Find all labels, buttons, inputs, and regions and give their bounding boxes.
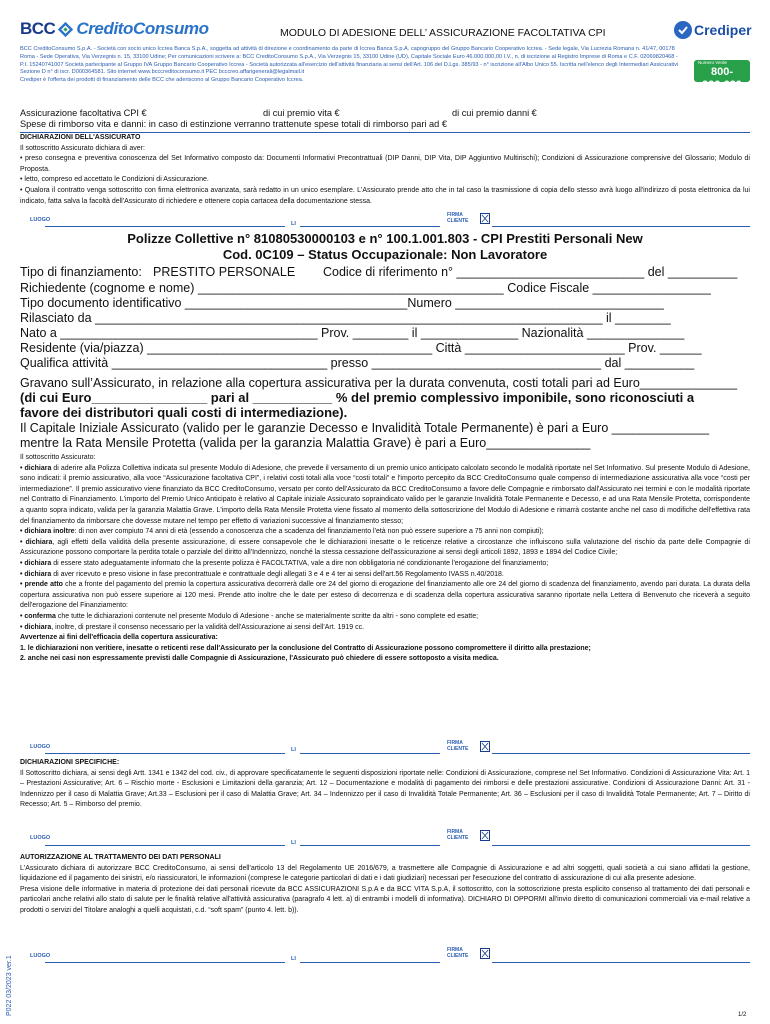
specifiche-title: DICHIARAZIONI SPECIFICHE: xyxy=(20,759,120,766)
costi-intermediazione-line2: favore dei distributori quali costi di intermediazione). xyxy=(20,405,348,420)
costi-totali-line: Gravano sull’Assicurato, in relazione alla copertura assicurativa per la durata convenuta, costi totali pari ad Euro______________ xyxy=(20,376,738,390)
crediper-logo xyxy=(674,21,752,39)
bcc-creditoconsumo-logo xyxy=(20,19,209,39)
autorizzazione-privacy xyxy=(20,853,750,917)
tipo-finanziamento-value[interactable]: PRESTITO PERSONALE xyxy=(153,265,296,279)
date-field[interactable] xyxy=(300,845,440,846)
firma-cliente-label: FIRMA CLIENTE xyxy=(447,740,469,752)
codice-riferimento-field[interactable]: Codice di riferimento n° ___________________________ del __________ xyxy=(323,265,738,279)
crediper-name: Crediper xyxy=(694,22,752,38)
rata-mensile-line: mentre la Rata Mensile Protetta (valida per la garanzia Malattia Grave) è pari a Euro_______________ xyxy=(20,436,591,450)
capitale-iniziale-line: Il Capitale Iniziale Assicurato (valido per le garanzie Decesso e Invalidità Totale Permanente) è pari a Euro ______________ xyxy=(20,421,710,435)
policy-title-line2: Cod. 0C109 – Status Occupazionale: Non Lavoratore xyxy=(222,247,548,262)
toll-free-badge xyxy=(694,60,750,91)
privacy-title: AUTORIZZAZIONE AL TRATTAMENTO DEI DATI PERSONALI xyxy=(20,854,221,861)
li-label: LI xyxy=(291,747,296,753)
luogo-field[interactable] xyxy=(45,753,285,754)
crediper-globe-icon xyxy=(674,21,692,39)
signature-field[interactable] xyxy=(492,962,750,963)
privacy-text-1: L'Assicurato dichiara di autorizzare BCC CreditoConsumo, ai sensi dell'articolo 13 del Regolamento UE 2016/679, a trasmettere alle Compagnie di Assicurazione e ad altri soggetti, quali società a cui siano affidati la gestione, liquidazione ed il pagamento dei sinistri, e/o riassicuratori, le informazioni (comprese le categorie particolari di dati e i dati giudiziari) necessari per l'esecuzione del contratto di assicurazione di cui alla presente adesione. xyxy=(20,864,750,883)
declaration-item: • dichiara, agli effetti della validità della presente assicurazione, di essere consapevole che le dichiarazioni inesatte o le reticenze relative a circostanze che influiscono sulla valutazione del rischio da parte delle Compagnie di Assicurazione possono comportare la perdita totale o parziale del diritto all'Indennizzo, nonché la stessa cessazione dell'assicurazione ai sensi degli articoli 1892, 1893 e 1894 del Codice Civile; xyxy=(20,538,750,557)
signature-field[interactable] xyxy=(492,845,750,846)
firma-cliente-label: FIRMA CLIENTE xyxy=(447,212,469,224)
declaration-item: • dichiara inoltre: di non aver compiuto 74 anni di età (essendo a conoscenza che a scadenza del finanziamento l'età non può essere superiore a 75 anni non compiuti); xyxy=(20,528,544,536)
legal-notice xyxy=(20,46,680,85)
premium-danni-label: di cui premio danni € xyxy=(452,108,537,118)
signature-checkbox[interactable] xyxy=(480,948,490,959)
luogo-field[interactable] xyxy=(45,845,285,846)
declaration-item: • dichiara di essere stato adeguatamente informato che la presente polizza è FACOLTATIVA, vale a dire non obbligatoria né condizionante l'erogazione del finanziamento; xyxy=(20,559,549,567)
declarations xyxy=(20,453,750,665)
signature-checkbox[interactable] xyxy=(480,830,490,841)
costi-intermediazione-line: (di cui Euro________________ pari al ___________ % del premio complessivo imponibile, sono riconosciuti a xyxy=(20,390,695,405)
luogo-label: LUOGO xyxy=(30,217,51,223)
declaration-item: • dichiara di aderire alla Polizza Collettiva indicata sul presente Modulo di Adesione, che prevede il versamento di un premio unico anticipato calcolato secondo le modalità riportate nel Set Informativo. Sul presente Modulo di Adesione, sono indicati: il premio assicurativo, alla voce “Assicurazione facoltativa CPI”, i relativi costi totali alla voce “costi totali” e l'importo percepito da BCC CreditoConsumo quale compenso di intermediazione assicurativa alla voce “costi per intermediazione”. Il premio assicurativo viene finanziato da BCC CreditoConsumo, versato per conto dell'Assicurato da BCC CreditoConsumo a favore delle Compagnie e rimborsato dall'Assicurato nei termini e con le modalità riportate nel Contratto di Finanziamento. L'importo del Premio Unico Anticipato è relativo al Capitale iniziale Assicurato sopraindicato valido per le garanzie Invalidità Totale Permanente e Decesso, e ad una Rata Mensile Protetta, corrispondente a quanto sopra indicato, valida per la garanzia Malattia Grave. L'importo della Rata Mensile Protetta viene fissato al momento della sottoscrizione del Modulo di Adesione e rimarrà costante anche nel caso di modifiche dell'effettiva rata del finanziamento da rimborsare che dovesse mutare nel tempo per effetto di variazioni successive al finanziamento stesso; xyxy=(20,464,750,525)
premium-vita-label: di cui premio vita € xyxy=(263,108,340,118)
signature-field[interactable] xyxy=(492,753,750,754)
toll-free-number: 800-990.620 xyxy=(702,66,742,91)
luogo-field[interactable] xyxy=(45,962,285,963)
legal-text-2: Crediper è l'offerta dei prodotti di finanziamento delle BCC che aderiscono al Gruppo Bancario Cooperativo Iccrea. xyxy=(20,77,304,84)
declarations-intro: Il sottoscritto Assicurato: xyxy=(20,454,96,461)
luogo-label: LUOGO xyxy=(30,835,51,841)
date-field[interactable] xyxy=(300,962,440,963)
section-intro: Il sottoscritto Assicurato dichiara di aver: xyxy=(20,144,145,152)
li-label: LI xyxy=(291,956,296,962)
list-item: • letto, compreso ed accettato le Condizioni di Assicurazione. xyxy=(20,176,209,184)
luogo-label: LUOGO xyxy=(30,953,51,959)
nascita-field[interactable]: Nato a _____________________________________ Prov. ________ il ______________ Nazionalità ______________ xyxy=(20,326,685,340)
rilasciato-field[interactable]: Rilasciato da _________________________________________________________________________ il ________ xyxy=(20,311,671,325)
li-label: LI xyxy=(291,221,296,227)
dichiarazioni-specifiche xyxy=(20,758,750,811)
diamond-icon xyxy=(57,21,74,38)
specifiche-text: Il Sottoscritto dichiara, ai sensi degli Artt. 1341 e 1342 del cod. civ., di approvare specificatamente le seguenti disposizioni riportate nelle: Condizioni di Assicurazione, comprese nel Set Informativo. Condizioni di Assicurazione Vita: Art. 1 – Prestazioni Assicurative; Art. 6 – Rischio morte - Esclusioni e Limitazioni della garanzia; Art. 12 – Documentazione e modalità di pagamento dei rimborsi e delle prestazioni assicurative. Condizioni di Assicurazione Danni: Art. 31 - Indennizzo per il caso di Malattia Grave; Art.33 – Esclusioni per il caso di Malattia Grave; Art. 34 – Indennizzo per il caso di Invalidità Totale Permanente; Art. 36 – Esclusioni per il caso di Invalidità Totale Permanente; Art. 7 – Diritto di Recesso; Art. 5 – Rimborso del premio. xyxy=(20,769,750,809)
toll-free-label: Numero Verde xyxy=(698,60,728,65)
rimborso-spese-label: Spese di rimborso vita e danni: in caso di estinzione verranno trattenute spese totali di rimborso pari ad € xyxy=(20,119,447,129)
firma-cliente-label: FIRMA CLIENTE xyxy=(447,829,469,841)
richiedente-field[interactable]: Richiedente (cognome e nome) ____________________________________________ Codice Fiscale _________________ xyxy=(20,281,711,295)
logo-bcc-prefix: BCC xyxy=(20,19,56,38)
residenza-field[interactable]: Residente (via/piazza) _________________________________________ Città _______________________ Prov. ______ xyxy=(20,341,702,355)
firma-cliente-label: FIRMA CLIENTE xyxy=(447,947,469,959)
page-number: 1/2 xyxy=(738,1012,747,1018)
avvertenze-title: Avvertenze ai fini dell'efficacia della copertura assicurativa: xyxy=(20,634,218,642)
document-title: MODULO DI ADESIONE DELL’ ASSICURAZIONE FACOLTATIVA CPI xyxy=(280,27,606,39)
dichiarazioni-assicurato xyxy=(20,133,750,207)
date-field[interactable] xyxy=(300,226,440,227)
signature-checkbox[interactable] xyxy=(480,741,490,752)
premium-cpi-label: Assicurazione facoltativa CPI € xyxy=(20,108,147,118)
declaration-item: • prende atto che a fronte del pagamento del premio la copertura assicurativa decorrerà dalle ore 24 del giorno di erogazione del finanziamento alle ore 24 del giorno di scadenza del finanziamento, avendo pari durata. La durata della copertura assicurativa non può essere superiore ai 120 mesi. Prende atto inoltre che le date per esteso di decorrenza e di scadenza della copertura assicurativa saranno riportate nella Lettera di Benvenuto che riceverà a seguito dell'erogazione del Finanziamento: xyxy=(20,581,750,610)
policy-title-line1: Polizze Collettive n° 81080530000103 e n° 100.1.001.803 - CPI Prestiti Personali New xyxy=(127,231,643,246)
documento-field[interactable]: Tipo documento identificativo ________________________________Numero ______________________________ xyxy=(20,296,664,310)
avvertenza-item: 2. anche nei casi non espressamente previsti dalle Compagnie di Assicurazione, l'Assicurato può chiedere di essere sottoposto a visita medica. xyxy=(20,655,499,663)
declaration-item: • dichiara di aver ricevuto e preso visione in fase precontrattuale e contrattuale degli allegati 3 e 4 e 4 ter ai sensi dell'art.56 Regolamento IVASS n.40/2018. xyxy=(20,570,504,578)
logo-bcc-name: CreditoConsumo xyxy=(76,19,209,38)
qualifica-field[interactable]: Qualifica attività _______________________________ presso _________________________________ dal __________ xyxy=(20,356,695,370)
declaration-item: • conferma che tutte le dichiarazioni contenute nel presente Modulo di Adesione - anche se materialmente scritte da altri - sono complete ed esatte; xyxy=(20,612,479,620)
date-field[interactable] xyxy=(300,753,440,754)
form-code: P022 03/2023 ver.1 xyxy=(6,955,13,1016)
li-label: LI xyxy=(291,840,296,846)
declaration-item: • dichiara, inoltre, di prestare il consenso necessario per la validità dell'Assicurazione ai sensi dell'Art. 1919 cc. xyxy=(20,623,365,631)
luogo-label: LUOGO xyxy=(30,744,51,750)
privacy-text-2: Presa visione delle informative in materia di protezione dei dati personali ricevute da BCC ASSICURAZIONI S.p.A e da BCC VITA S.p.A, il sottoscritto, con la sottoscrizione presta esplicito consenso al trattamento dei dati personali e particolari anche relativi allo stato di salute per le finalità relative all'attività assicurativa (paragrafo 4 lett. a) di entrambi i modelli di informativa). DICHIARO DI OPPORMI all'invio diretto di comunicazioni commerciali via e-mail relative a prodotti o servizi del Titolare analoghi a quelli acquistati, c.d. “soft spam” (punto 4. lett. b)). xyxy=(20,885,750,914)
signature-checkbox[interactable] xyxy=(480,213,490,224)
tipo-finanziamento-label: Tipo di finanziamento: xyxy=(20,265,142,279)
avvertenza-item: 1. le dichiarazioni non veritiere, inesatte o reticenti rese dall'Assicurato per la conclusione del Contratto di Assicurazione possono compromettere il diritto alla prestazione; xyxy=(20,644,591,652)
list-item: • Qualora il contratto venga sottoscritto con firma elettronica avanzata, sarà redatto in un unico esemplare. L'Assicurato prende atto che in tal caso la trasmissione di copia dello stesso avrà luogo all'indirizzo di posta elettronica da lui indicato, fatta salva la facoltà dell'Assicurato di richiedere e ottenere copia cartacea della documentazione stessa. xyxy=(20,186,750,205)
section-title: DICHIARAZIONI DELL'ASSICURATO xyxy=(20,134,141,141)
list-item: • preso consegna e preventiva conoscenza del Set Informativo composto da: Documenti Informativi Precontrattuali (DIP Danni, DIP Vita, DIP Aggiuntivo Multirischi); Condizioni di Assicurazione comprensive del Glossario; Modulo di Proposta. xyxy=(20,155,750,173)
luogo-field[interactable] xyxy=(45,226,285,227)
signature-field[interactable] xyxy=(492,226,750,227)
legal-text: BCC CreditoConsumo S.p.A. - Società con socio unico Iccrea Banca S.p.A., soggetta ad attività di direzione e coordinamento da parte di Iccrea Banca S.p.A. capogruppo del Gruppo Bancario Cooperativo Iccrea. - Sede legale, Via Lucrezia Romana n. 41/47, 00178 Roma - Sede Operativa, Via Verzegnis n. 15, 33100 Udine; Per comunicazioni scrivere a: BCC CreditoConsumo S.p.A., Via Verzegnis 15, 33100 Udine (UD), Capitale Sociale Euro 46.000.000,00 I.V., n. di iscrizione al Registro Imprese di Roma e C.F. 02069820468 - P.I. 15240741007 Società partecipante al Gruppo IVA Gruppo Bancario Cooperativo Iccrea - Società autorizzata all'esercizio dell'attività finanziaria ai sensi dell'Art. 106 del D.Lgs. 385/93 - n° iscrizione all'Albo Unico 55. Iscritta nell'elenco degli Intermediari Assicurativi Sezione D n° di iscr. D000364581. Sito internet www.bcccreditoconsumo.it PEC bcccreo.affarigenerali@legalmail.it xyxy=(20,46,679,76)
